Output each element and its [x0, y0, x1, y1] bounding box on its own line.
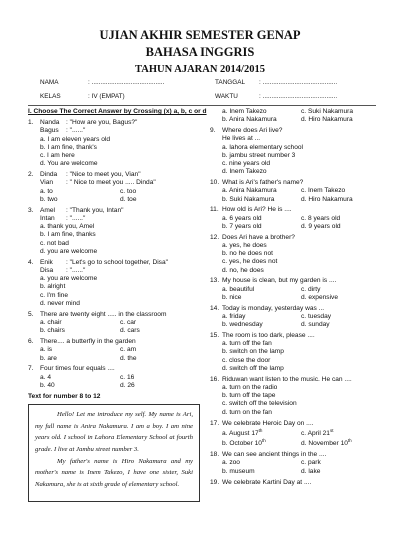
answer-option[interactable]: c. nine years old: [222, 160, 271, 167]
question: [210, 179, 380, 204]
question: [210, 127, 380, 176]
question-number: 11.: [210, 206, 219, 214]
answer-option[interactable]: b. jambu street number 3: [222, 151, 296, 159]
answer-option[interactable]: a. zoo: [222, 459, 240, 467]
question-text: There are twenty eight ..... in the classroom: [40, 310, 167, 318]
date-label: TANGGAL: [215, 79, 246, 86]
question-body: [40, 338, 200, 363]
question-text: My house is clean, but my garden is ....: [222, 277, 337, 285]
speaker: Disa: [40, 267, 54, 274]
answer-option[interactable]: b. alright: [40, 283, 66, 291]
name-value: : .........................................: [88, 79, 165, 86]
speaker: Dinda: [40, 171, 58, 179]
answer-option[interactable]: [222, 428, 301, 438]
answer-options: [222, 340, 380, 373]
question-body: [40, 171, 200, 204]
answer-option[interactable]: a. Anira Nakamura: [222, 187, 277, 195]
answer-option[interactable]: c. car: [120, 319, 137, 326]
answer-options: [40, 223, 200, 256]
dialog-line: [40, 127, 200, 135]
answer-option[interactable]: d. you are welcome: [40, 247, 98, 255]
question-text: Four times four equals ....: [40, 365, 115, 373]
ordinal-suffix: th: [347, 438, 352, 444]
answer-option[interactable]: a. is: [40, 346, 53, 354]
time-label: WAKTU: [215, 93, 238, 100]
question-number: 2.: [28, 171, 34, 179]
utterance: : "......": [66, 267, 86, 274]
answer-option[interactable]: a. beautiful: [222, 285, 255, 293]
option-text: d. November 10: [301, 440, 348, 448]
ordinal-suffix: th: [261, 438, 266, 444]
question-number: 1.: [28, 119, 34, 127]
question-number: 4.: [28, 258, 34, 266]
utterance: : "Let's go to school together, Disa": [66, 258, 168, 266]
answer-option[interactable]: c. I am here: [40, 152, 75, 160]
answer-option[interactable]: b. I am fine, thank's: [40, 143, 97, 151]
exam-title: UJIAN AKHIR SEMESTER GENAP: [99, 28, 301, 42]
answer-option[interactable]: c. switch off the television: [222, 400, 297, 408]
answer-option[interactable]: d. turn on the fan: [222, 408, 272, 416]
answer-option[interactable]: d. 26: [120, 381, 135, 389]
question-body: [222, 234, 380, 275]
answer-options: [222, 144, 380, 177]
answer-option[interactable]: a. yes, he does: [222, 241, 267, 249]
speaker: Vian: [40, 179, 54, 187]
question: [210, 420, 380, 449]
question: [210, 277, 380, 302]
question-body: [40, 259, 200, 308]
question: [28, 207, 200, 256]
answer-option[interactable]: c. 8 years old: [301, 214, 341, 222]
class-value: : IV (EMPAT): [88, 93, 125, 100]
answer-option[interactable]: c. tuesday: [301, 312, 332, 320]
question: [210, 479, 380, 487]
answer-option[interactable]: a. 4: [40, 373, 51, 381]
answer-option[interactable]: d. Hiro Nakamura: [301, 116, 353, 124]
answer-options: [222, 187, 380, 203]
answer-options: [222, 286, 380, 302]
answer-options: [222, 384, 380, 417]
question-text: What is Ari's father's name?: [222, 179, 304, 187]
question-text: Today is monday, yesterday was ...: [222, 304, 325, 312]
right-column: [210, 108, 380, 489]
question-body: [222, 332, 380, 373]
answer-option[interactable]: c. 16: [120, 373, 135, 381]
answer-option[interactable]: c. yes, he does not: [222, 258, 278, 266]
question-number: 16.: [210, 375, 220, 383]
question: [28, 311, 200, 336]
answer-option[interactable]: d. 9 years old: [301, 222, 341, 230]
answer-option[interactable]: d. toe: [120, 195, 137, 203]
question-number: 18.: [210, 451, 220, 459]
question-text: There.... a butterfly in the garden: [40, 338, 136, 346]
utterance: : "Nice to meet you, Vian": [66, 171, 141, 179]
answer-option[interactable]: b. museum: [222, 467, 255, 475]
answer-option[interactable]: d. cars: [120, 327, 140, 335]
question-text: We celebrate Heroic Day on ....: [222, 419, 314, 427]
question-text: The room is too dark, please ....: [222, 332, 315, 340]
answer-option[interactable]: a. to: [40, 187, 53, 195]
question-text: Does Ari have a brother?: [222, 233, 295, 241]
answer-option[interactable]: b. two: [40, 195, 58, 203]
question: [210, 332, 380, 373]
speaker: Enik: [40, 258, 53, 266]
question: [210, 234, 380, 275]
header-divider: [28, 105, 376, 106]
question-body: [222, 451, 380, 476]
answer-option[interactable]: b. are: [40, 354, 57, 362]
question-body: [222, 479, 380, 487]
question-body: [40, 207, 200, 256]
academic-year: TAHUN AJARAN 2014/2015: [135, 64, 265, 75]
question: [28, 365, 200, 390]
question-number: 5.: [28, 310, 34, 318]
utterance: : "......": [66, 215, 86, 222]
question-body: [222, 179, 380, 204]
answer-option[interactable]: c. dirty: [301, 285, 321, 293]
question-body: [222, 420, 380, 449]
name-label: NAMA: [40, 79, 59, 86]
dialog-line: [40, 207, 200, 215]
answer-options: [222, 313, 380, 329]
answer-option[interactable]: b. switch on the lamp: [222, 348, 284, 356]
answer-options: [222, 242, 380, 275]
question-number: 7.: [28, 365, 34, 373]
answer-options: [222, 428, 380, 449]
answer-option[interactable]: b. turn off the tape: [222, 392, 276, 400]
answer-options: [222, 459, 380, 475]
question-text: We celebrate Kartini Day at ....: [222, 478, 312, 486]
question-number: 3.: [28, 206, 34, 214]
answer-option[interactable]: c. not bad: [40, 239, 69, 247]
answer-option[interactable]: c. park: [301, 459, 321, 467]
answer-option[interactable]: a. Inem Takezo: [222, 108, 267, 115]
answer-option[interactable]: b. 40: [40, 381, 55, 389]
answer-option[interactable]: d. sunday: [301, 321, 330, 329]
answer-option[interactable]: a. turn on the radio: [222, 384, 278, 392]
question: [210, 451, 380, 476]
dialog-line: [40, 119, 200, 127]
answer-option[interactable]: a. chair: [40, 319, 62, 326]
question-text: We can see ancient things in the ....: [222, 451, 327, 459]
answer-option[interactable]: b. nice: [222, 293, 242, 301]
question-continued: [210, 108, 380, 124]
question: [210, 376, 380, 417]
answer-option[interactable]: d. the: [120, 354, 137, 362]
reading-passage: [28, 404, 200, 502]
speaker: Nanda: [40, 119, 60, 127]
answer-options: [40, 319, 200, 335]
answer-options: [40, 136, 200, 169]
question-number: 6.: [28, 338, 34, 346]
answer-option[interactable]: d. lake: [301, 467, 321, 475]
question-text: Where does Ari live?: [222, 127, 283, 135]
speaker: Intan: [40, 215, 55, 222]
question-body: [40, 119, 200, 168]
question-text: How old is Ari? He is ....: [222, 206, 292, 214]
answer-options: [222, 215, 380, 231]
answer-option[interactable]: c. am: [120, 346, 137, 354]
answer-option[interactable]: c. Inem Takezo: [301, 187, 346, 195]
answer-option[interactable]: a. you are welcome: [40, 275, 98, 283]
answer-options: [40, 346, 200, 362]
ordinal-suffix: th: [258, 427, 263, 433]
subject-title: BAHASA INGGRIS: [145, 45, 255, 59]
question-number: 15.: [210, 332, 220, 340]
section-instruction: I. Choose The Correct Answer by Crossing (x) a, b, c or d: [28, 108, 207, 115]
answer-option[interactable]: a. lahora elementary school: [222, 143, 304, 151]
answer-option[interactable]: c. too: [120, 187, 137, 195]
answer-option[interactable]: a. I am eleven years old: [40, 135, 111, 143]
reading-paragraph: My father's name is Hiro Nakamura and my mother's name is Inem Takezo, I have one sister, Suki Nakamura, she is at sixth grade of elementary school.: [35, 457, 193, 489]
question-body: [40, 311, 200, 336]
question: [28, 338, 200, 363]
reading-paragraph: Hello! Let me introduce my self. My name is Ari, my full name is Anira Nakamura. I am a boy. I am nine years old. I school in Lahora Elementary School at fourth grade. I live at Jambu street number 3.: [35, 410, 193, 454]
option-text: b. October 10: [222, 440, 262, 448]
answer-option[interactable]: d. Inem Takezo: [222, 168, 267, 176]
answer-option[interactable]: c. close the door: [222, 356, 271, 364]
question: [28, 259, 200, 308]
dialog-line: [40, 267, 200, 275]
question-number: 10.: [210, 179, 220, 187]
answer-option[interactable]: d. expensive: [301, 293, 339, 301]
answer-option[interactable]: c. Suki Nakamura: [301, 108, 354, 115]
left-column: [28, 108, 207, 502]
question-body: [222, 305, 380, 330]
question-number: 17.: [210, 419, 220, 427]
question-number: 12.: [210, 233, 220, 241]
question: [28, 119, 200, 168]
utterance: : " Nice to meet you ..... Dinda": [66, 179, 156, 187]
answer-options: [222, 108, 380, 124]
question: [210, 305, 380, 330]
question-number: 9.: [210, 127, 216, 135]
question-text: He lives at ...: [222, 135, 261, 143]
answer-option[interactable]: d. switch off the lamp: [222, 364, 284, 372]
question-text: Riduwan want listen to the music. He can ....: [222, 375, 352, 383]
reading-label: Text for number 8 to 12: [28, 392, 101, 400]
answer-option[interactable]: [222, 438, 301, 448]
option-text: c. April 21: [301, 429, 330, 437]
question-body: [222, 277, 380, 302]
question-number: 14.: [210, 304, 220, 312]
dialog-line: [40, 171, 200, 179]
answer-option[interactable]: [301, 428, 380, 438]
answer-option[interactable]: [301, 438, 380, 448]
speaker: Bagus: [40, 127, 59, 135]
answer-options: [40, 275, 200, 308]
class-label: KELAS: [40, 93, 61, 100]
utterance: : "How are you, Bagus?": [66, 119, 138, 127]
dialog-line: [40, 259, 200, 267]
answer-option[interactable]: b. no he does not: [222, 250, 273, 258]
question-body: [222, 376, 380, 417]
speaker: Amel: [40, 206, 56, 214]
answer-options: [40, 188, 200, 204]
answer-option[interactable]: b. I am fine, thanks: [40, 231, 96, 239]
answer-option[interactable]: d. no, he does: [222, 266, 264, 274]
question-body: [222, 127, 380, 176]
question-body: [40, 365, 200, 390]
answer-option[interactable]: b. Suki Nakamura: [222, 195, 275, 203]
answer-option[interactable]: d. Hiro Nakamura: [301, 195, 353, 203]
ordinal-suffix: st: [329, 427, 334, 433]
answer-option[interactable]: a. thank you, Amel: [40, 223, 95, 231]
option-text: a. August 17: [222, 429, 259, 437]
question-number: 19.: [210, 478, 220, 486]
utterance: : "......": [66, 127, 86, 135]
dialog-line: [40, 179, 200, 187]
answer-option[interactable]: a. 6 years old: [222, 214, 262, 222]
answer-option[interactable]: b. chairs: [40, 327, 65, 335]
answer-option[interactable]: d. You are welcome: [40, 160, 98, 168]
answer-option[interactable]: b. wednesday: [222, 321, 263, 329]
date-value: : ..........................................: [259, 79, 338, 86]
utterance: : "Thank you, Intan": [66, 206, 124, 214]
answer-option[interactable]: c. I'm fine: [40, 291, 69, 299]
answer-option[interactable]: b. 7 years old: [222, 222, 262, 230]
question-body: [222, 206, 380, 231]
answer-option[interactable]: a. turn off the fan: [222, 340, 272, 348]
answer-option[interactable]: d. never mind: [40, 299, 80, 307]
answer-option[interactable]: b. Anira Nakamura: [222, 116, 277, 124]
time-value: : ..........................................: [259, 93, 338, 100]
question-number: 13.: [210, 277, 220, 285]
answer-option[interactable]: a. friday: [222, 312, 246, 320]
dialog-line: [40, 215, 200, 223]
question: [28, 171, 200, 204]
question: [210, 206, 380, 231]
answer-options: [40, 374, 200, 390]
